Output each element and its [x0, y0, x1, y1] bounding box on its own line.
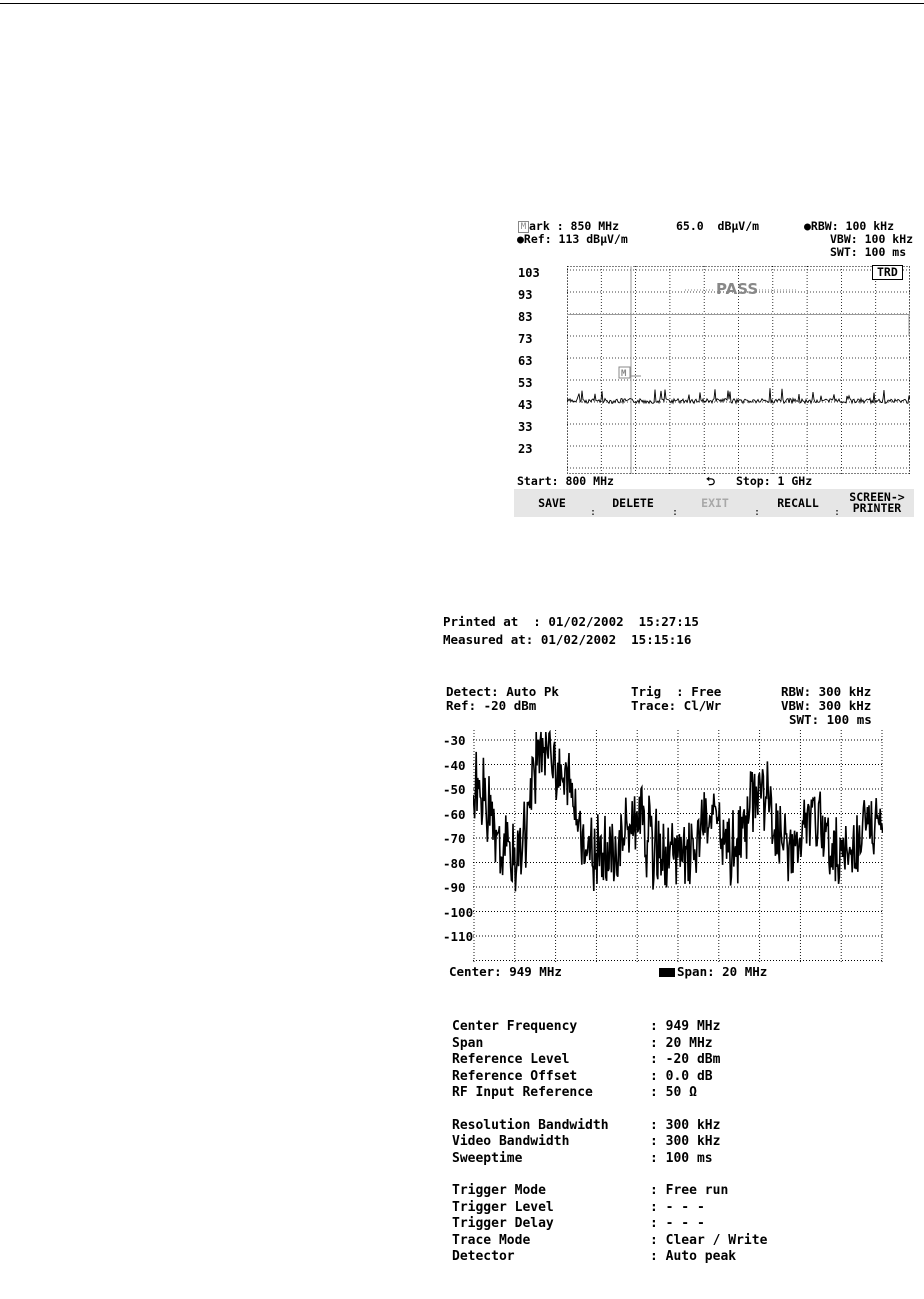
softkey-delete[interactable]: DELETE: [612, 495, 654, 510]
settings-value: : 949 MHz: [650, 1019, 721, 1034]
start-frequency: Start: 800 MHz: [517, 474, 614, 488]
settings-value: : Auto peak: [650, 1249, 737, 1264]
settings-key: Detector: [452, 1249, 515, 1264]
settings-value: : Clear / Write: [650, 1232, 768, 1248]
y-tick-label: -30: [443, 733, 466, 748]
y-tick-label: 93: [518, 288, 533, 302]
softkey-separator: :: [672, 507, 679, 518]
spectrum-plot-1: [567, 266, 910, 474]
settings-value: : 100 ms: [650, 1150, 713, 1166]
swt-readout: SWT: 100 ms: [789, 712, 872, 727]
settings-key: Sweeptime: [452, 1150, 523, 1166]
printed-at: Printed at : 01/02/2002 15:27:15: [443, 614, 699, 629]
settings-key: Reference Level: [452, 1052, 570, 1067]
attenuator-icon: [659, 968, 675, 977]
settings-value: : - - -: [650, 1199, 705, 1215]
y-tick-label: 73: [518, 332, 533, 346]
pass-label: PASS: [716, 280, 759, 298]
settings-value: : Free run: [650, 1183, 729, 1198]
settings-key: Trigger Level: [452, 1199, 554, 1215]
settings-value: : - - -: [650, 1216, 705, 1231]
trigger-readout: Trig : Free: [631, 684, 722, 699]
marker-tag: M: [621, 369, 627, 379]
marker-icon: M: [518, 221, 529, 233]
y-tick-label: -70: [443, 831, 466, 846]
settings-value: : 300 kHz: [650, 1134, 721, 1149]
settings-value: : 50 Ω: [650, 1085, 697, 1100]
softkey-separator: :: [754, 507, 761, 518]
settings-value: : 0.0 dB: [650, 1068, 713, 1084]
spectrum-plot-2: [473, 730, 883, 962]
y-tick-label: -110: [443, 929, 474, 944]
settings-key: Trigger Mode: [452, 1183, 546, 1198]
y-tick-label: 43: [518, 398, 533, 412]
settings-key: Reference Offset: [452, 1068, 578, 1084]
y-tick-label: 63: [518, 354, 533, 368]
input-connector-icon: ⮌: [706, 474, 716, 488]
stop-frequency: Stop: 1 GHz: [736, 474, 813, 488]
y-tick-label: -50: [443, 782, 466, 797]
softkey-recall[interactable]: RECALL: [777, 495, 819, 510]
y-tick-label: -100: [443, 904, 474, 920]
y-tick-label: 53: [518, 376, 533, 390]
y-tick-label: 83: [518, 310, 533, 324]
y-tick-label: 23: [518, 442, 533, 456]
center-frequency: Center: 949 MHz: [449, 964, 562, 979]
settings-value: : -20 dBm: [650, 1052, 721, 1067]
trd-badge: TRD: [872, 265, 903, 280]
y-tick-label: -90: [443, 880, 466, 895]
y-tick-label: -60: [443, 806, 466, 822]
settings-value: : 300 kHz: [650, 1117, 721, 1133]
softkey-exit[interactable]: EXIT: [701, 495, 729, 510]
y-tick-label: 103: [518, 266, 540, 280]
ref-level-readout: ●Ref: 113 dBµV/m: [517, 232, 628, 246]
y-tick-label: -80: [443, 855, 466, 871]
span-readout: Span: 20 MHz: [677, 964, 768, 979]
rbw-readout: ●RBW: 100 kHz: [804, 219, 895, 233]
marker-level: 65.0 dBµV/m: [676, 219, 760, 233]
settings-key: Center Frequency: [452, 1019, 578, 1034]
settings-value: : 20 MHz: [650, 1035, 713, 1051]
measured-at: Measured at: 01/02/2002 15:15:16: [443, 632, 692, 647]
settings-key: Span: [452, 1035, 484, 1051]
softkey-screen-to-printer[interactable]: SCREEN-> PRINTER: [849, 490, 905, 515]
page-top-rule: [0, 3, 924, 4]
settings-key: Trace Mode: [452, 1232, 531, 1248]
softkey-bar: [514, 489, 914, 517]
settings-key: Video Bandwidth: [452, 1134, 570, 1149]
softkey-save[interactable]: SAVE: [538, 495, 566, 510]
marker-readout: ark : 850 MHz: [529, 219, 620, 233]
settings-key: RF Input Reference: [452, 1085, 593, 1100]
rbw-readout: RBW: 300 kHz: [781, 684, 872, 699]
y-tick-label: -40: [443, 757, 466, 773]
settings-key: Resolution Bandwidth: [452, 1117, 609, 1133]
y-tick-label: 33: [518, 420, 533, 434]
analyzer-screen-2: [443, 683, 893, 983]
detector-readout: Detect: Auto Pk: [446, 684, 559, 699]
trace-readout: Trace: Cl/Wr: [631, 698, 722, 713]
vbw-readout: VBW: 100 kHz: [830, 232, 914, 246]
analyzer-screen-1: [514, 219, 914, 517]
softkey-separator: :: [834, 507, 841, 518]
ref-level-readout: Ref: -20 dBm: [446, 698, 537, 713]
softkey-separator: :: [590, 507, 597, 518]
vbw-readout: VBW: 300 kHz: [781, 698, 872, 713]
settings-key: Trigger Delay: [452, 1216, 554, 1231]
swt-readout: SWT: 100 ms: [830, 245, 907, 259]
